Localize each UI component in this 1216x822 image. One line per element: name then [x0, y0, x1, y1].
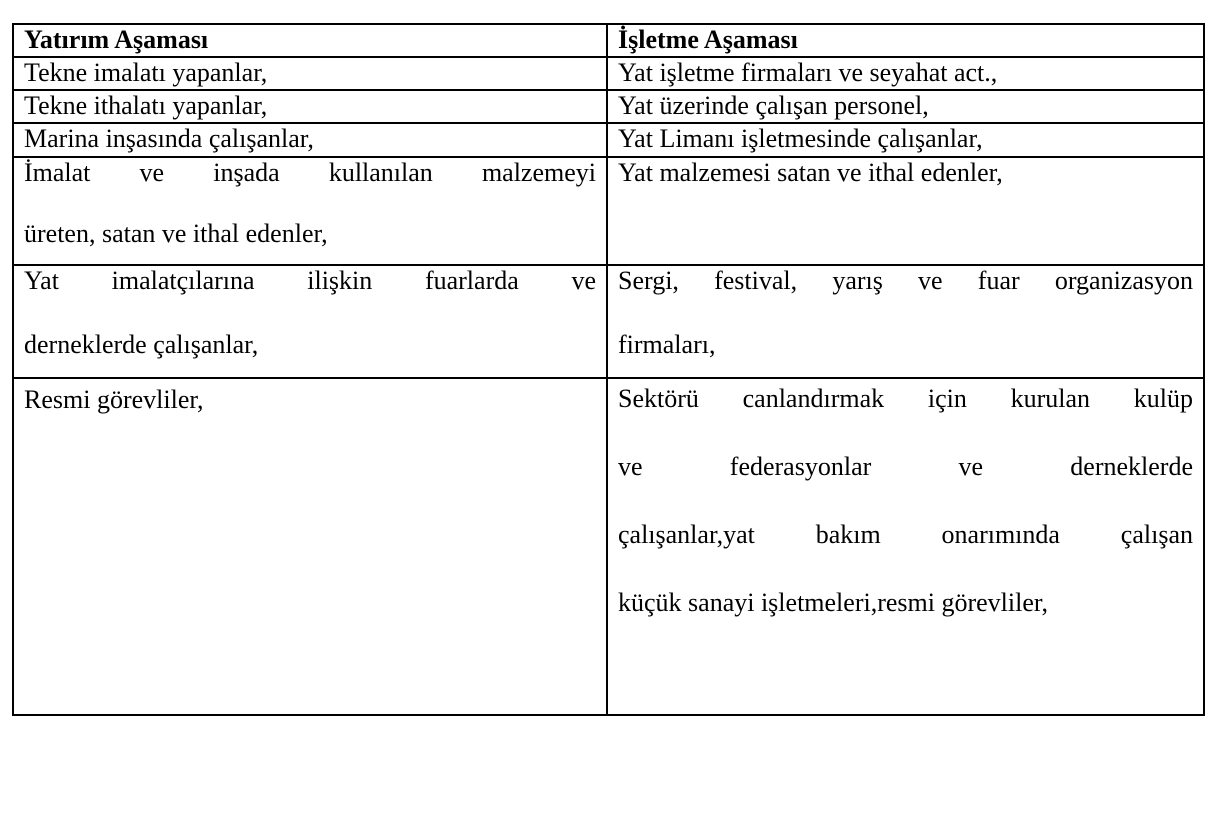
cell-text: Yat malzemesi satan ve ithal edenler,	[618, 158, 1003, 187]
cell-text: Yat üzerinde çalışan personel,	[618, 91, 929, 120]
table-header-row	[13, 24, 1204, 57]
table-cell-left	[13, 90, 607, 123]
cell-text: Tekne ithalatı yapanlar,	[24, 91, 268, 120]
cell-text-line: Sergi, festival, yarış ve fuar organizasyon	[618, 266, 1193, 295]
table-cell-right	[607, 378, 1204, 715]
cell-text-line: küçük sanayi işletmeleri,resmi görevliler,	[618, 588, 1048, 617]
header-operation-phase: İşletme Aşaması	[607, 24, 1204, 57]
table-row	[13, 378, 1204, 715]
table-row	[13, 57, 1204, 90]
table-cell-left	[13, 265, 607, 378]
table-cell-right	[607, 90, 1204, 123]
header-investment-phase: Yatırım Aşaması	[13, 24, 607, 57]
table-cell-left	[13, 157, 607, 265]
cell-text-line: İmalat ve inşada kullanılan malzemeyi	[24, 158, 596, 187]
cell-text-line: derneklerde çalışanlar,	[24, 330, 259, 359]
cell-text: Yat Limanı işletmesinde çalışanlar,	[618, 124, 983, 153]
cell-text: Tekne imalatı yapanlar,	[24, 58, 268, 87]
cell-text: Resmi görevliler,	[24, 385, 204, 414]
table-cell-right	[607, 265, 1204, 378]
table-row	[13, 157, 1204, 265]
cell-text: Marina inşasında çalışanlar,	[24, 124, 314, 153]
table-cell-left	[13, 123, 607, 157]
table-row	[13, 265, 1204, 378]
cell-text-line: Sektörü canlandırmak için kurulan kulüp	[618, 384, 1193, 413]
table-cell-right	[607, 157, 1204, 265]
cell-text-line: firmaları,	[618, 330, 716, 359]
table-cell-left	[13, 378, 607, 715]
cell-text-line: Yat imalatçılarına ilişkin fuarlarda ve	[24, 266, 596, 295]
table-row	[13, 123, 1204, 157]
table-row	[13, 90, 1204, 123]
cell-text-line: üreten, satan ve ithal edenler,	[24, 219, 328, 248]
cell-text-line: çalışanlar,yat bakım onarımında çalışan	[618, 520, 1193, 549]
cell-text: Yat işletme firmaları ve seyahat act.,	[618, 58, 998, 87]
table-cell-right	[607, 57, 1204, 90]
table-cell-left	[13, 57, 607, 90]
table-cell-right	[607, 123, 1204, 157]
stakeholder-table	[12, 23, 1205, 716]
cell-text-line: ve federasyonlar ve derneklerde	[618, 452, 1193, 481]
